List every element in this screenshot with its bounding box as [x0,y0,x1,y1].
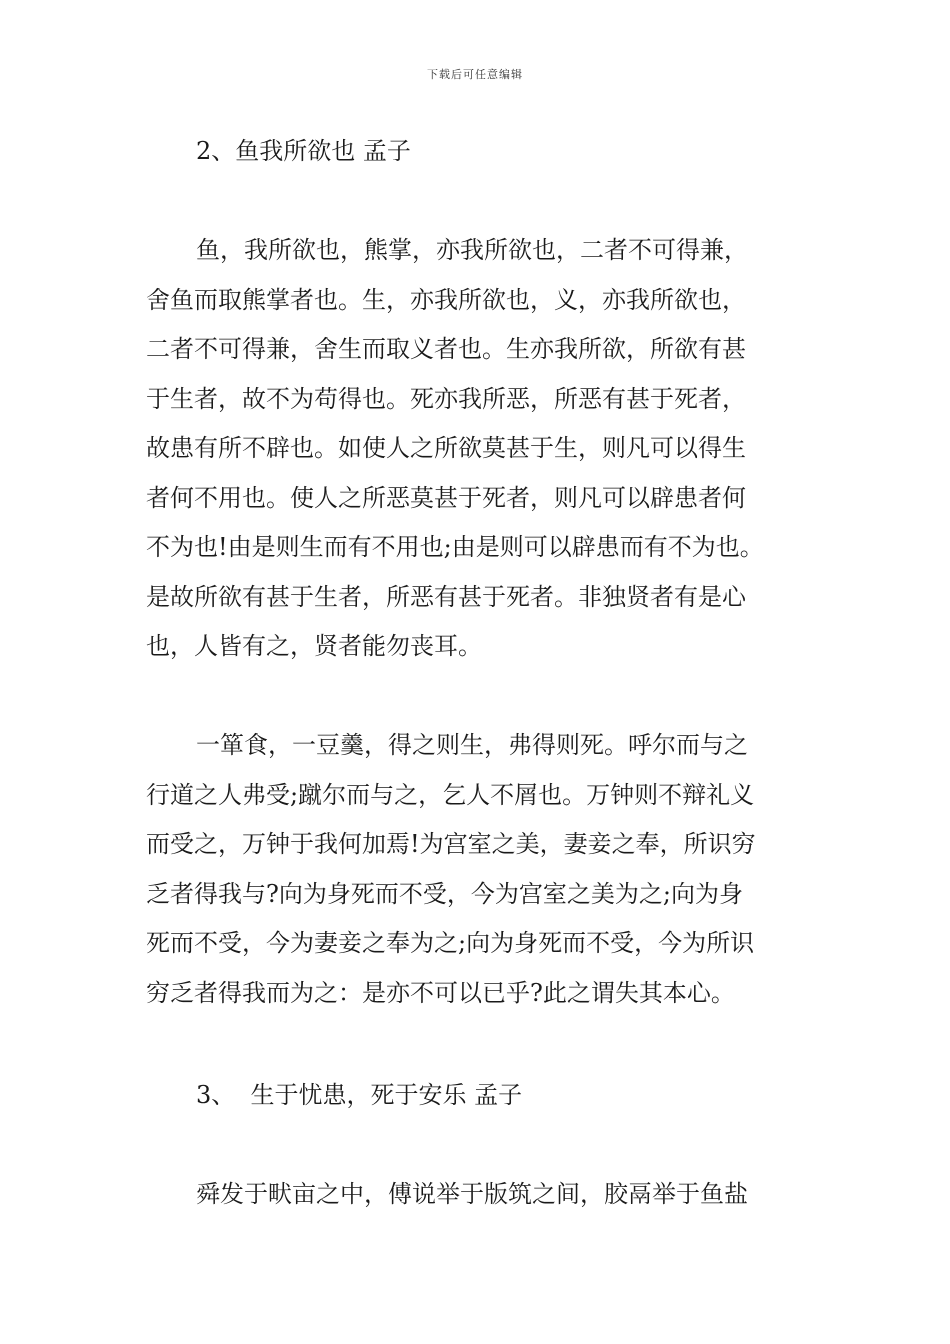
text-line: 鱼，我所欲也，熊掌，亦我所欲也，二者不可得兼， [196,236,748,264]
section-2-heading: 2、鱼我所欲也 孟子 [196,137,411,165]
section-2-paragraph-2 [146,721,826,1018]
section-2-paragraph-1 [146,226,826,672]
section-3-heading: 3、 生于忧患，死于安乐 孟子 [196,1081,523,1109]
text-line: 乏者得我与?向为身死而不受，今为宫室之美为之;向为身 [146,879,743,908]
text-line: 舜发于畎亩之中，傅说举于版筑之间，胶鬲举于鱼盐 [196,1180,748,1208]
text-line: 者何不用也。使人之所恶莫甚于死者，则凡可以辟患者何 [146,483,746,512]
text-line: 而受之，万钟于我何加焉!为宫室之美，妻妾之奉，所识穷 [146,830,756,858]
page-header: 下载后可任意编辑 [427,68,523,81]
text-line: 不为也!由是则生而有不用也;由是则可以辟患而有不为也。 [146,533,764,561]
section-3-paragraph-1 [146,1170,826,1220]
text-line: 故患有所不辟也。如使人之所欲莫甚于生，则凡可以得生 [146,434,746,462]
text-line: 是故所欲有甚于生者，所恶有甚于死者。非独贤者有是心 [146,582,746,611]
text-line: 二者不可得兼，舍生而取义者也。生亦我所欲，所欲有甚 [146,335,746,363]
text-line: 一箪食，一豆羹，得之则生，弗得则死。呼尔而与之 [196,731,748,759]
text-line: 舍鱼而取熊掌者也。生，亦我所欲也，义，亦我所欲也， [146,285,746,314]
text-line: 于生者，故不为苟得也。死亦我所恶，所恶有甚于死者， [146,384,746,413]
text-line: 穷乏者得我而为之：是亦不可以已乎?此之谓失其本心。 [146,978,735,1007]
text-line: 也，人皆有之，贤者能勿丧耳。 [146,632,482,660]
text-line: 行道之人弗受;蹴尔而与之，乞人不屑也。万钟则不辩礼义 [146,780,755,809]
text-line: 死而不受，今为妻妾之奉为之;向为身死而不受，今为所识 [146,929,755,957]
